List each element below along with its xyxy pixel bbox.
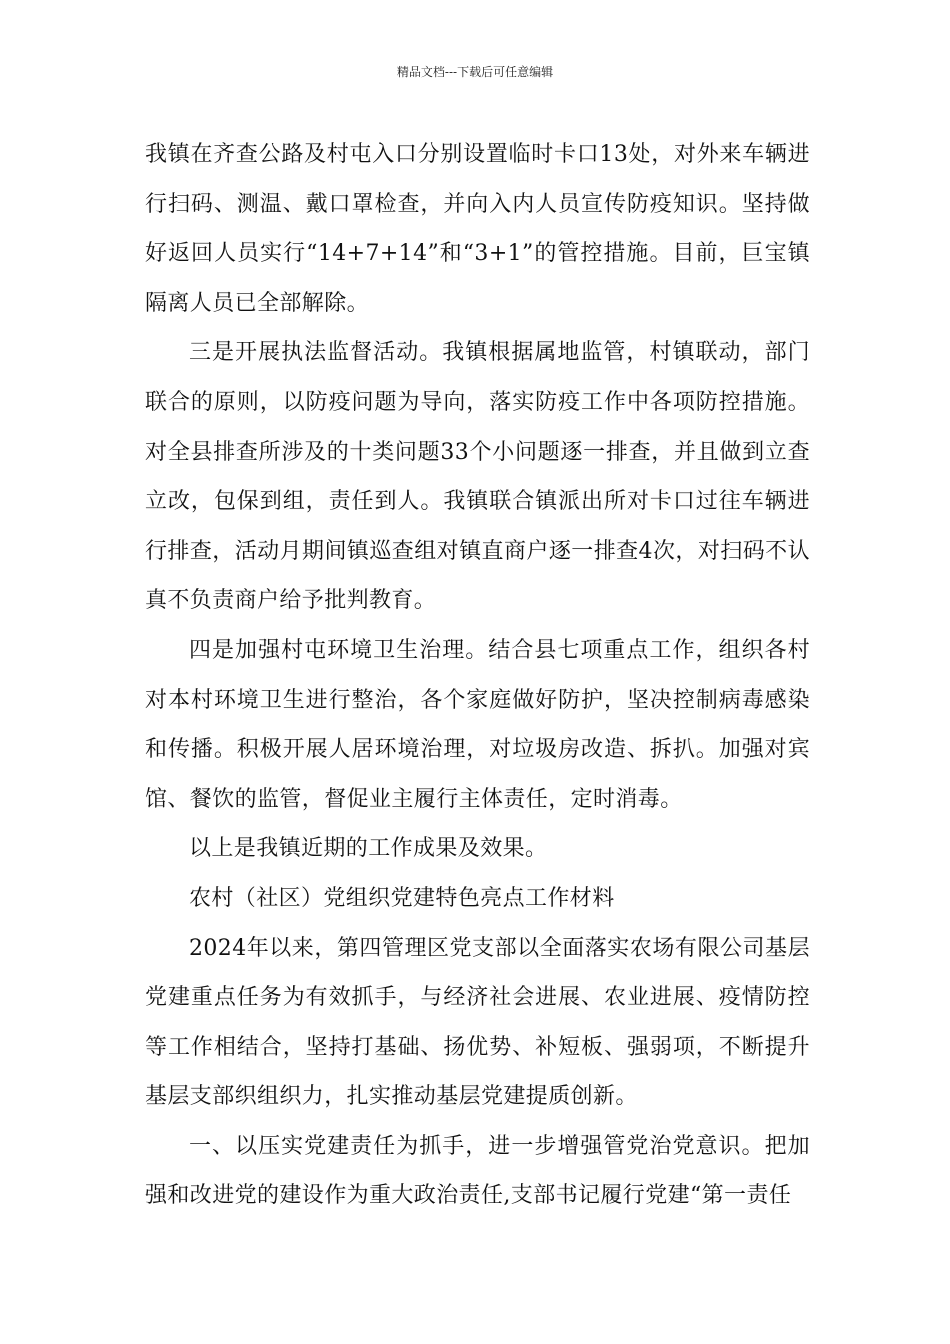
document-body (145, 130, 810, 1221)
paragraph-checkpoints: 我镇在齐查公路及村屯入口分别设置临时卡口13处，对外来车辆进行扫码、测温、戴口罩检查，并向入内人员宣传防疫知识。坚持做好返回人员实行“14+7+14”和“3+1”的管控措施。目前，巨宝镇隔离人员已全部解除。 (145, 142, 810, 316)
section-title: 农村（社区）党组织党建特色亮点工作材料 (189, 885, 615, 911)
paragraph-party-intro: 2024年以来，第四管理区党支部以全面落实农场有限公司基层党建重点任务为有效抓手，与经济社会进展、农业进展、疫情防控等工作相结合，坚持打基础、扬优势、补短板、强弱项，不断提升基层支部织组织力，扎实推动基层党建提质创新。 (145, 935, 810, 1110)
paragraph-summary: 以上是我镇近期的工作成果及效果。 (189, 836, 548, 862)
paragraph-party-responsibility: 一、以压实党建责任为抓手，进一步增强管党治党意识。把加强和改进党的建设作为重大政治责任,支部书记履行党建“第一责任 (145, 1133, 810, 1209)
page-header: 精品文档---下载后可任意编辑 (396, 65, 554, 79)
paragraph-environment: 四是加强村屯环境卫生治理。结合县七项重点工作，组织各村对本村环境卫生进行整治，各个家庭做好防护，坚决控制病毒感染和传播。积极开展人居环境治理，对垃圾房改造、拆扒。加强对宾馆、餐饮的监管，督促业主履行主体责任，定时消毒。 (145, 637, 810, 812)
paragraph-law-enforcement: 三是开展执法监督活动。我镇根据属地监管，村镇联动，部门联合的原则，以防疫问题为导向，落实防疫工作中各项防控措施。对全县排查所涉及的十类问题33个小问题逐一排查，并且做到立查立改，包保到组，责任到人。我镇联合镇派出所对卡口过往车辆进行排查，活动月期间镇巡查组对镇直商户逐一排查4次，对扫码不认真不负责商户给予批判教育。 (145, 340, 810, 614)
